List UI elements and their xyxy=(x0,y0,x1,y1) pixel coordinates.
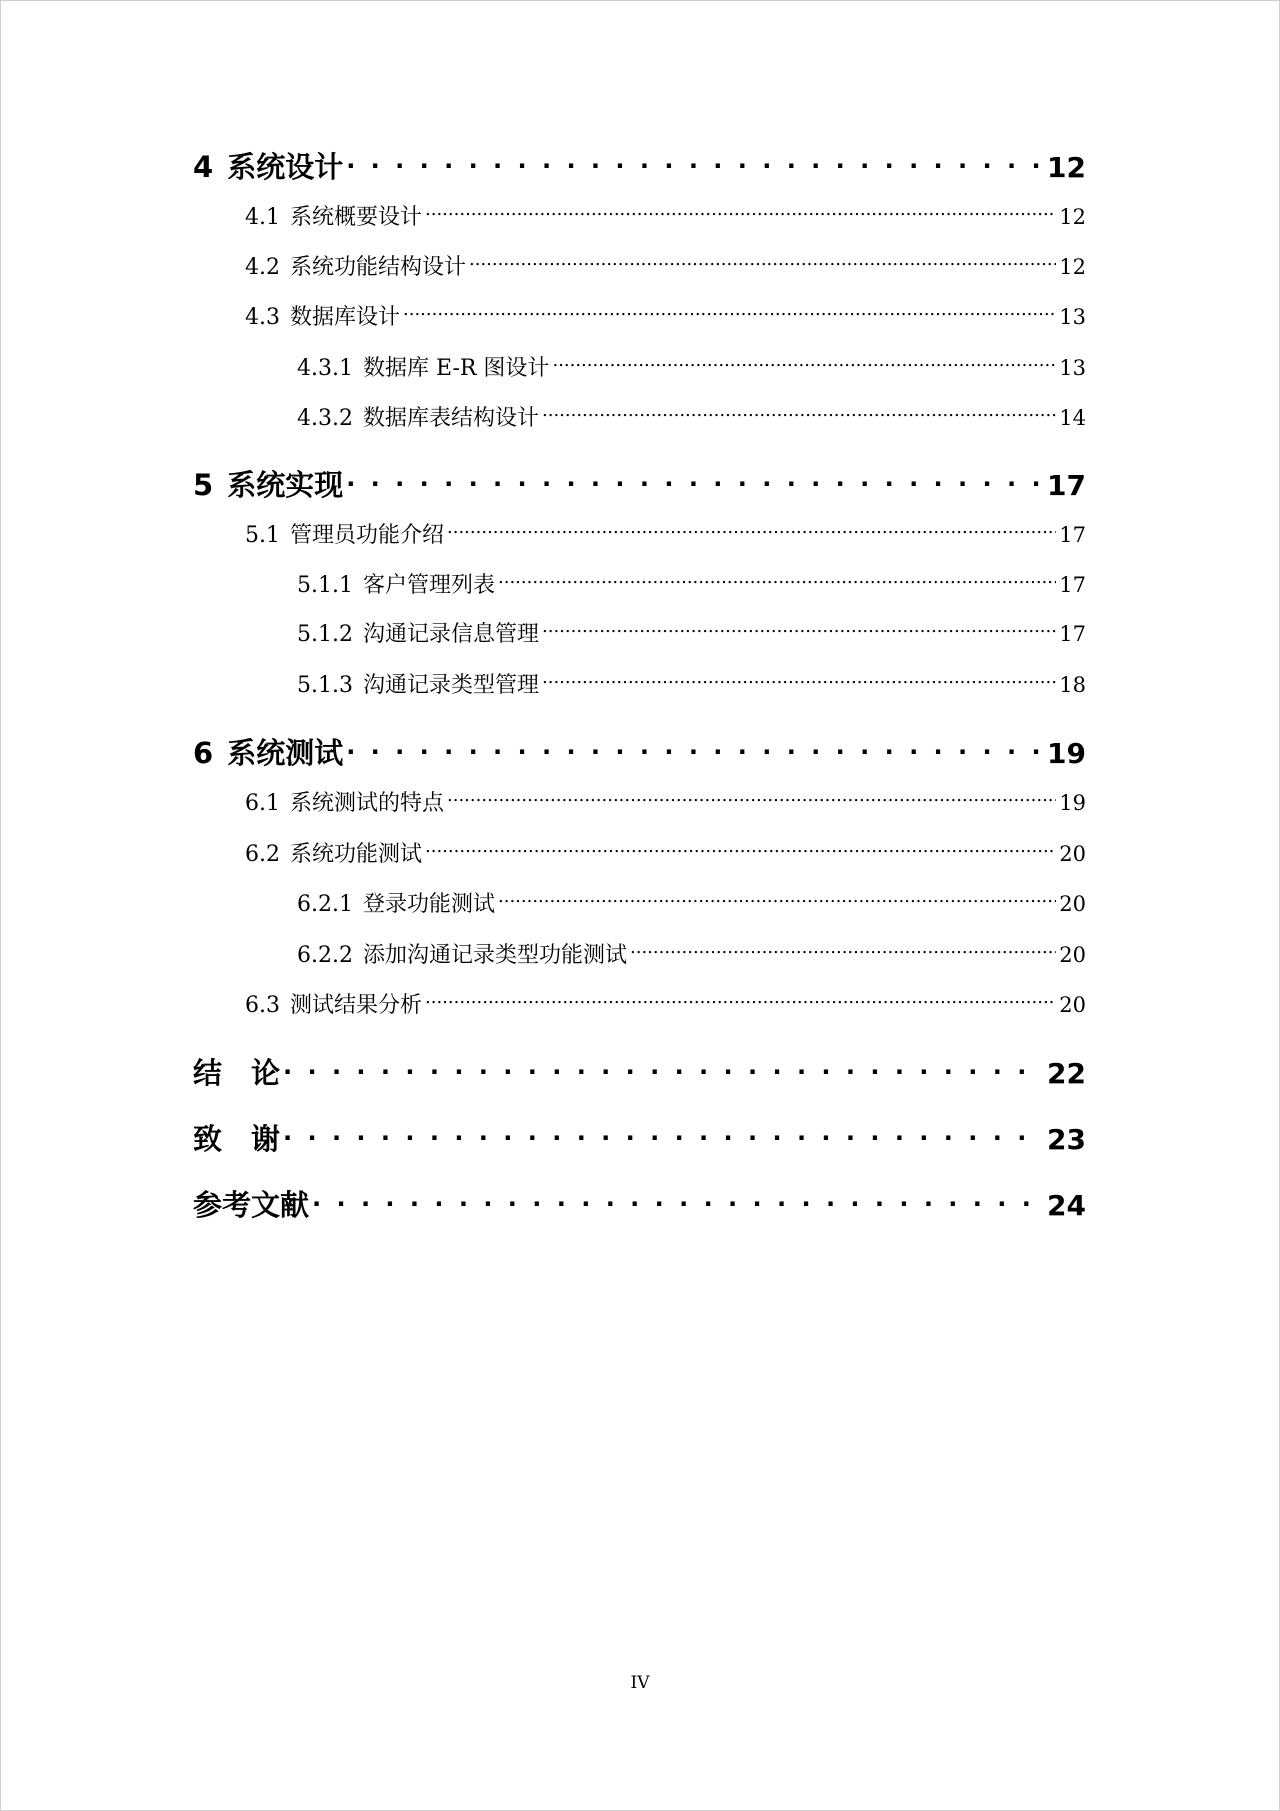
toc-entry-number: 5.1.3 xyxy=(297,673,353,698)
toc-entry-4-3[interactable] xyxy=(245,300,1086,330)
toc-entry-title: 系统实现 xyxy=(227,468,344,502)
toc-entry-number: 5 xyxy=(193,468,214,502)
toc-entry-title: 参考文献 xyxy=(193,1188,310,1222)
toc-leader-dots xyxy=(346,466,1044,495)
toc-entry-title: 系统概要设计 xyxy=(290,205,423,230)
toc-entry-page: 12 xyxy=(1059,205,1086,229)
toc-entry-page: 13 xyxy=(1059,305,1086,329)
toc-entry-page: 20 xyxy=(1059,993,1086,1017)
toc-entry-title: 数据库 E-R 图设计 xyxy=(362,356,550,381)
toc-entry-title: 客户管理列表 xyxy=(362,573,495,598)
toc-entry-4-1[interactable] xyxy=(245,200,1086,230)
toc-entry-page: 19 xyxy=(1059,791,1086,815)
toc-entry-page: 20 xyxy=(1059,842,1086,866)
toc-entry-5-1-2[interactable] xyxy=(297,617,1086,647)
toc-entry-number: 4.2 xyxy=(245,255,280,280)
toc-entry-4-2[interactable] xyxy=(245,250,1086,280)
toc-leader-dots xyxy=(283,1120,1044,1149)
toc-entry-title: 系统功能测试 xyxy=(290,842,423,867)
page-number-footer: IV xyxy=(630,1673,650,1693)
toc-leader-dots xyxy=(312,1186,1044,1215)
toc-entry-title: 登录功能测试 xyxy=(362,892,495,917)
toc-entry-page: 19 xyxy=(1047,737,1086,770)
toc-leader-dots xyxy=(552,353,1056,375)
toc-entry-references[interactable] xyxy=(193,1183,1086,1223)
toc-leader-dots xyxy=(346,734,1044,763)
toc-entry-number: 5.1.1 xyxy=(297,573,353,598)
toc-entry-chapter-5[interactable] xyxy=(193,463,1086,503)
toc-entry-number: 6.1 xyxy=(245,791,280,816)
toc-entry-number: 5.1.2 xyxy=(297,622,353,647)
toc-entry-number: 4 xyxy=(193,150,214,184)
toc-entry-conclusion[interactable] xyxy=(193,1051,1086,1091)
toc-entry-title: 系统功能结构设计 xyxy=(290,255,467,280)
toc-entry-number: 4.1 xyxy=(245,205,280,230)
toc-entry-page: 14 xyxy=(1059,406,1086,430)
toc-entry-6-2[interactable] xyxy=(245,837,1086,867)
toc-entry-number: 6.2 xyxy=(245,842,280,867)
toc-entry-5-1-1[interactable] xyxy=(297,568,1086,598)
toc-entry-page: 20 xyxy=(1059,943,1086,967)
toc-entry-page: 18 xyxy=(1059,673,1086,697)
toc-entry-6-2-1[interactable] xyxy=(297,887,1086,917)
toc-entry-number: 4.3.1 xyxy=(297,356,353,381)
toc-entry-title: 数据库表结构设计 xyxy=(362,406,539,431)
toc-leader-dots xyxy=(425,990,1056,1012)
toc-entry-title: 致 谢 xyxy=(193,1122,281,1156)
toc-entry-5-1-3[interactable] xyxy=(297,668,1086,698)
toc-leader-dots xyxy=(542,670,1056,692)
toc-entry-6-2-2[interactable] xyxy=(297,938,1086,968)
toc-entry-title: 测试结果分析 xyxy=(290,993,423,1018)
toc-entry-5-1[interactable] xyxy=(245,518,1086,548)
toc-leader-dots xyxy=(447,788,1056,810)
toc-leader-dots xyxy=(469,252,1056,274)
toc-entry-page: 17 xyxy=(1059,573,1086,597)
toc-entry-page: 17 xyxy=(1059,622,1086,646)
toc-entry-title: 沟通记录信息管理 xyxy=(362,622,539,647)
toc-leader-dots xyxy=(498,889,1056,911)
toc-entry-title: 数据库设计 xyxy=(290,305,401,330)
toc-leader-dots xyxy=(498,570,1056,592)
toc-entry-page: 12 xyxy=(1059,255,1086,279)
toc-entry-page: 20 xyxy=(1059,892,1086,916)
toc-entry-title: 系统设计 xyxy=(227,150,344,184)
toc-entry-title: 管理员功能介绍 xyxy=(290,523,445,548)
toc-entry-page: 17 xyxy=(1059,523,1086,547)
toc-entry-chapter-4[interactable] xyxy=(193,145,1086,185)
toc-leader-dots xyxy=(425,202,1056,224)
toc-entry-title: 沟通记录类型管理 xyxy=(362,673,539,698)
toc-entry-number: 6.2.2 xyxy=(297,943,353,968)
toc-entry-number: 4.3 xyxy=(245,305,280,330)
toc-entry-number: 4.3.2 xyxy=(297,406,353,431)
toc-leader-dots xyxy=(283,1054,1044,1083)
toc-leader-dots xyxy=(630,940,1056,962)
toc-leader-dots xyxy=(542,619,1056,641)
toc-entry-title: 结 论 xyxy=(193,1056,281,1090)
toc-entry-title: 添加沟通记录类型功能测试 xyxy=(362,943,627,968)
toc-entry-number: 6.3 xyxy=(245,993,280,1018)
toc-entry-acknowledgements[interactable] xyxy=(193,1117,1086,1157)
toc-entry-page: 13 xyxy=(1059,356,1086,380)
toc-entry-page: 22 xyxy=(1047,1057,1086,1090)
toc-leader-dots xyxy=(447,520,1056,542)
toc-leader-dots xyxy=(425,839,1056,861)
toc-entry-page: 23 xyxy=(1047,1123,1086,1156)
toc-entry-6-1[interactable] xyxy=(245,786,1086,816)
toc-entry-number: 5.1 xyxy=(245,523,280,548)
toc-leader-dots xyxy=(403,302,1056,324)
toc-entry-chapter-6[interactable] xyxy=(193,731,1086,771)
toc-entry-title: 系统测试的特点 xyxy=(290,791,445,816)
toc-leader-dots xyxy=(346,148,1044,177)
toc-entry-page: 24 xyxy=(1047,1189,1086,1222)
toc-entry-page: 12 xyxy=(1047,151,1086,184)
toc-entry-4-3-1[interactable] xyxy=(297,351,1086,381)
toc-entry-page: 17 xyxy=(1047,469,1086,502)
toc-leader-dots xyxy=(542,403,1056,425)
toc-entry-title: 系统测试 xyxy=(227,736,344,770)
toc-entry-number: 6 xyxy=(193,736,214,770)
toc-entry-6-3[interactable] xyxy=(245,988,1086,1018)
toc-entry-number: 6.2.1 xyxy=(297,892,353,917)
toc-entry-4-3-2[interactable] xyxy=(297,401,1086,431)
